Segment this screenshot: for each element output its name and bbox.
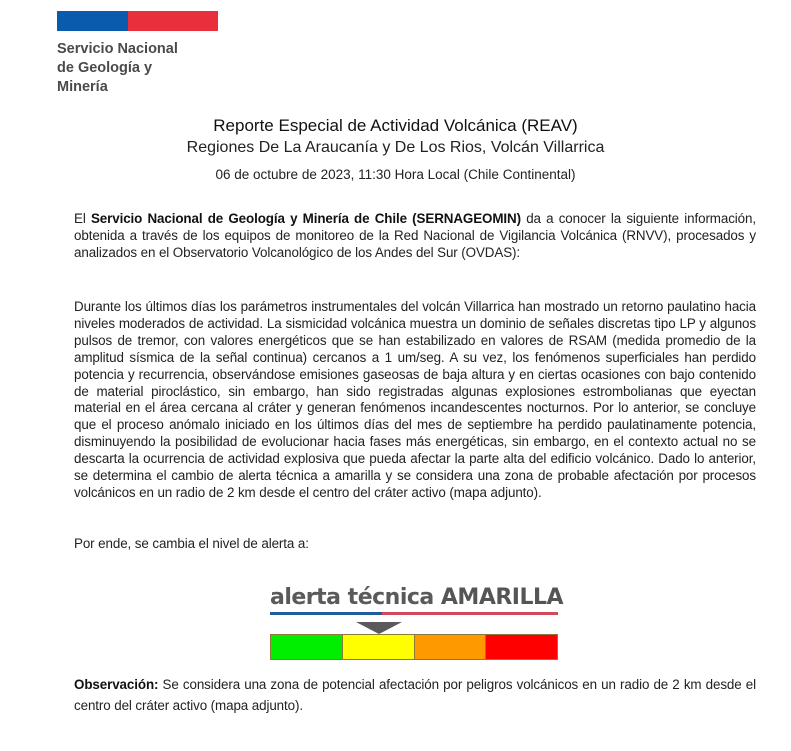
report-subtitle: Regiones De La Araucanía y De Los Rios, Volcán Villarrica [186, 139, 605, 156]
alert-change-statement: Por ende, se cambia el nivel de alerta a: [74, 536, 309, 551]
alert-label [270, 585, 564, 611]
alert-underline [270, 612, 558, 615]
scale-orange [415, 635, 487, 659]
flag-bar [57, 11, 218, 31]
organization-name: Servicio Nacional de Geología y Minería de Chile (SERNAGEOMIN) [90, 211, 521, 226]
flag-bar-blue [57, 11, 128, 31]
logo-line-3: Minería [57, 79, 108, 95]
report-date: 06 de octubre de 2023, 11:30 Hora Local (Chile Continental) [215, 167, 576, 182]
level-indicator-arrow-icon [356, 622, 402, 634]
observation-text: Se considera una zona de potencial afectación por peligros volcánicos en un radio de 2 km desde el centro del cráter activo (mapa adjunto). [74, 677, 756, 713]
alert-label-level: AMARILLA [440, 585, 564, 610]
observation-paragraph [74, 674, 756, 716]
report-title: Reporte Especial de Actividad Volcánica (REAV) [213, 116, 578, 135]
logo-text [57, 40, 218, 97]
alert-level-graphic [270, 585, 564, 660]
scale-green [271, 635, 343, 659]
observation-label: Observación: [74, 677, 159, 692]
flag-bar-red [128, 11, 218, 31]
intro-prefix: El [74, 211, 91, 226]
intro-rest: da a conocer la siguiente información, obtenida a través de los equipos de monitoreo de la Red Nacional de Vigilancia Volcánica (RNVV), procesados y analizados en el Observatorio Volcanológico de los Andes del Sur (OVDAS): [74, 211, 756, 260]
underline-red [382, 612, 558, 615]
sernageomin-logo [57, 11, 218, 97]
scale-red [486, 635, 557, 659]
intro-paragraph [74, 211, 756, 262]
underline-blue [270, 612, 382, 615]
report-header [0, 116, 791, 184]
scale-yellow [343, 635, 415, 659]
alert-scale [270, 634, 558, 660]
logo-line-2: de Geología y [57, 60, 153, 76]
alert-label-prefix: alerta técnica [270, 585, 441, 610]
main-paragraph: Durante los últimos días los parámetros instrumentales del volcán Villarrica han mostrado un retorno paulatino hacia niveles moderados de actividad. La sismicidad volcánica muestra un dominio de señales discretas tipo LP y algunos pulsos de tremor, con valores energéticos que se han estabilizado en valores de RSAM (medida promedio de la amplitud sísmica de la señal continua) cercanos a 1 um/seg. A su vez, los fenómenos superficiales han perdido potencia y recurrencia, observándose emisiones gaseosas de baja altura y en ciertas ocasiones con bajo contenido de material piroclástico, sin embargo, han sido registradas algunas explosiones estrombolianas que eyectan material en el área cercana al cráter y generan fenómenos incandescentes nocturnos. Por lo anterior, se concluye que el proceso anómalo iniciado en los últimos días del mes de septiembre ha perdido paulatinamente potencia, disminuyendo la posibilidad de evolucionar hacia fases más energéticas, sin embargo, en el contexto actual no se descarta la ocurrencia de actividad explosiva que pueda afectar la parte alta del edificio volcánico. Dado lo anterior, se determina el cambio de alerta técnica a amarilla y se considera una zona de probable afectación por procesos volcánicos en un radio de 2 km desde el centro del cráter activo (mapa adjunto). [74, 299, 756, 500]
logo-line-1: Servicio Nacional [57, 41, 178, 57]
